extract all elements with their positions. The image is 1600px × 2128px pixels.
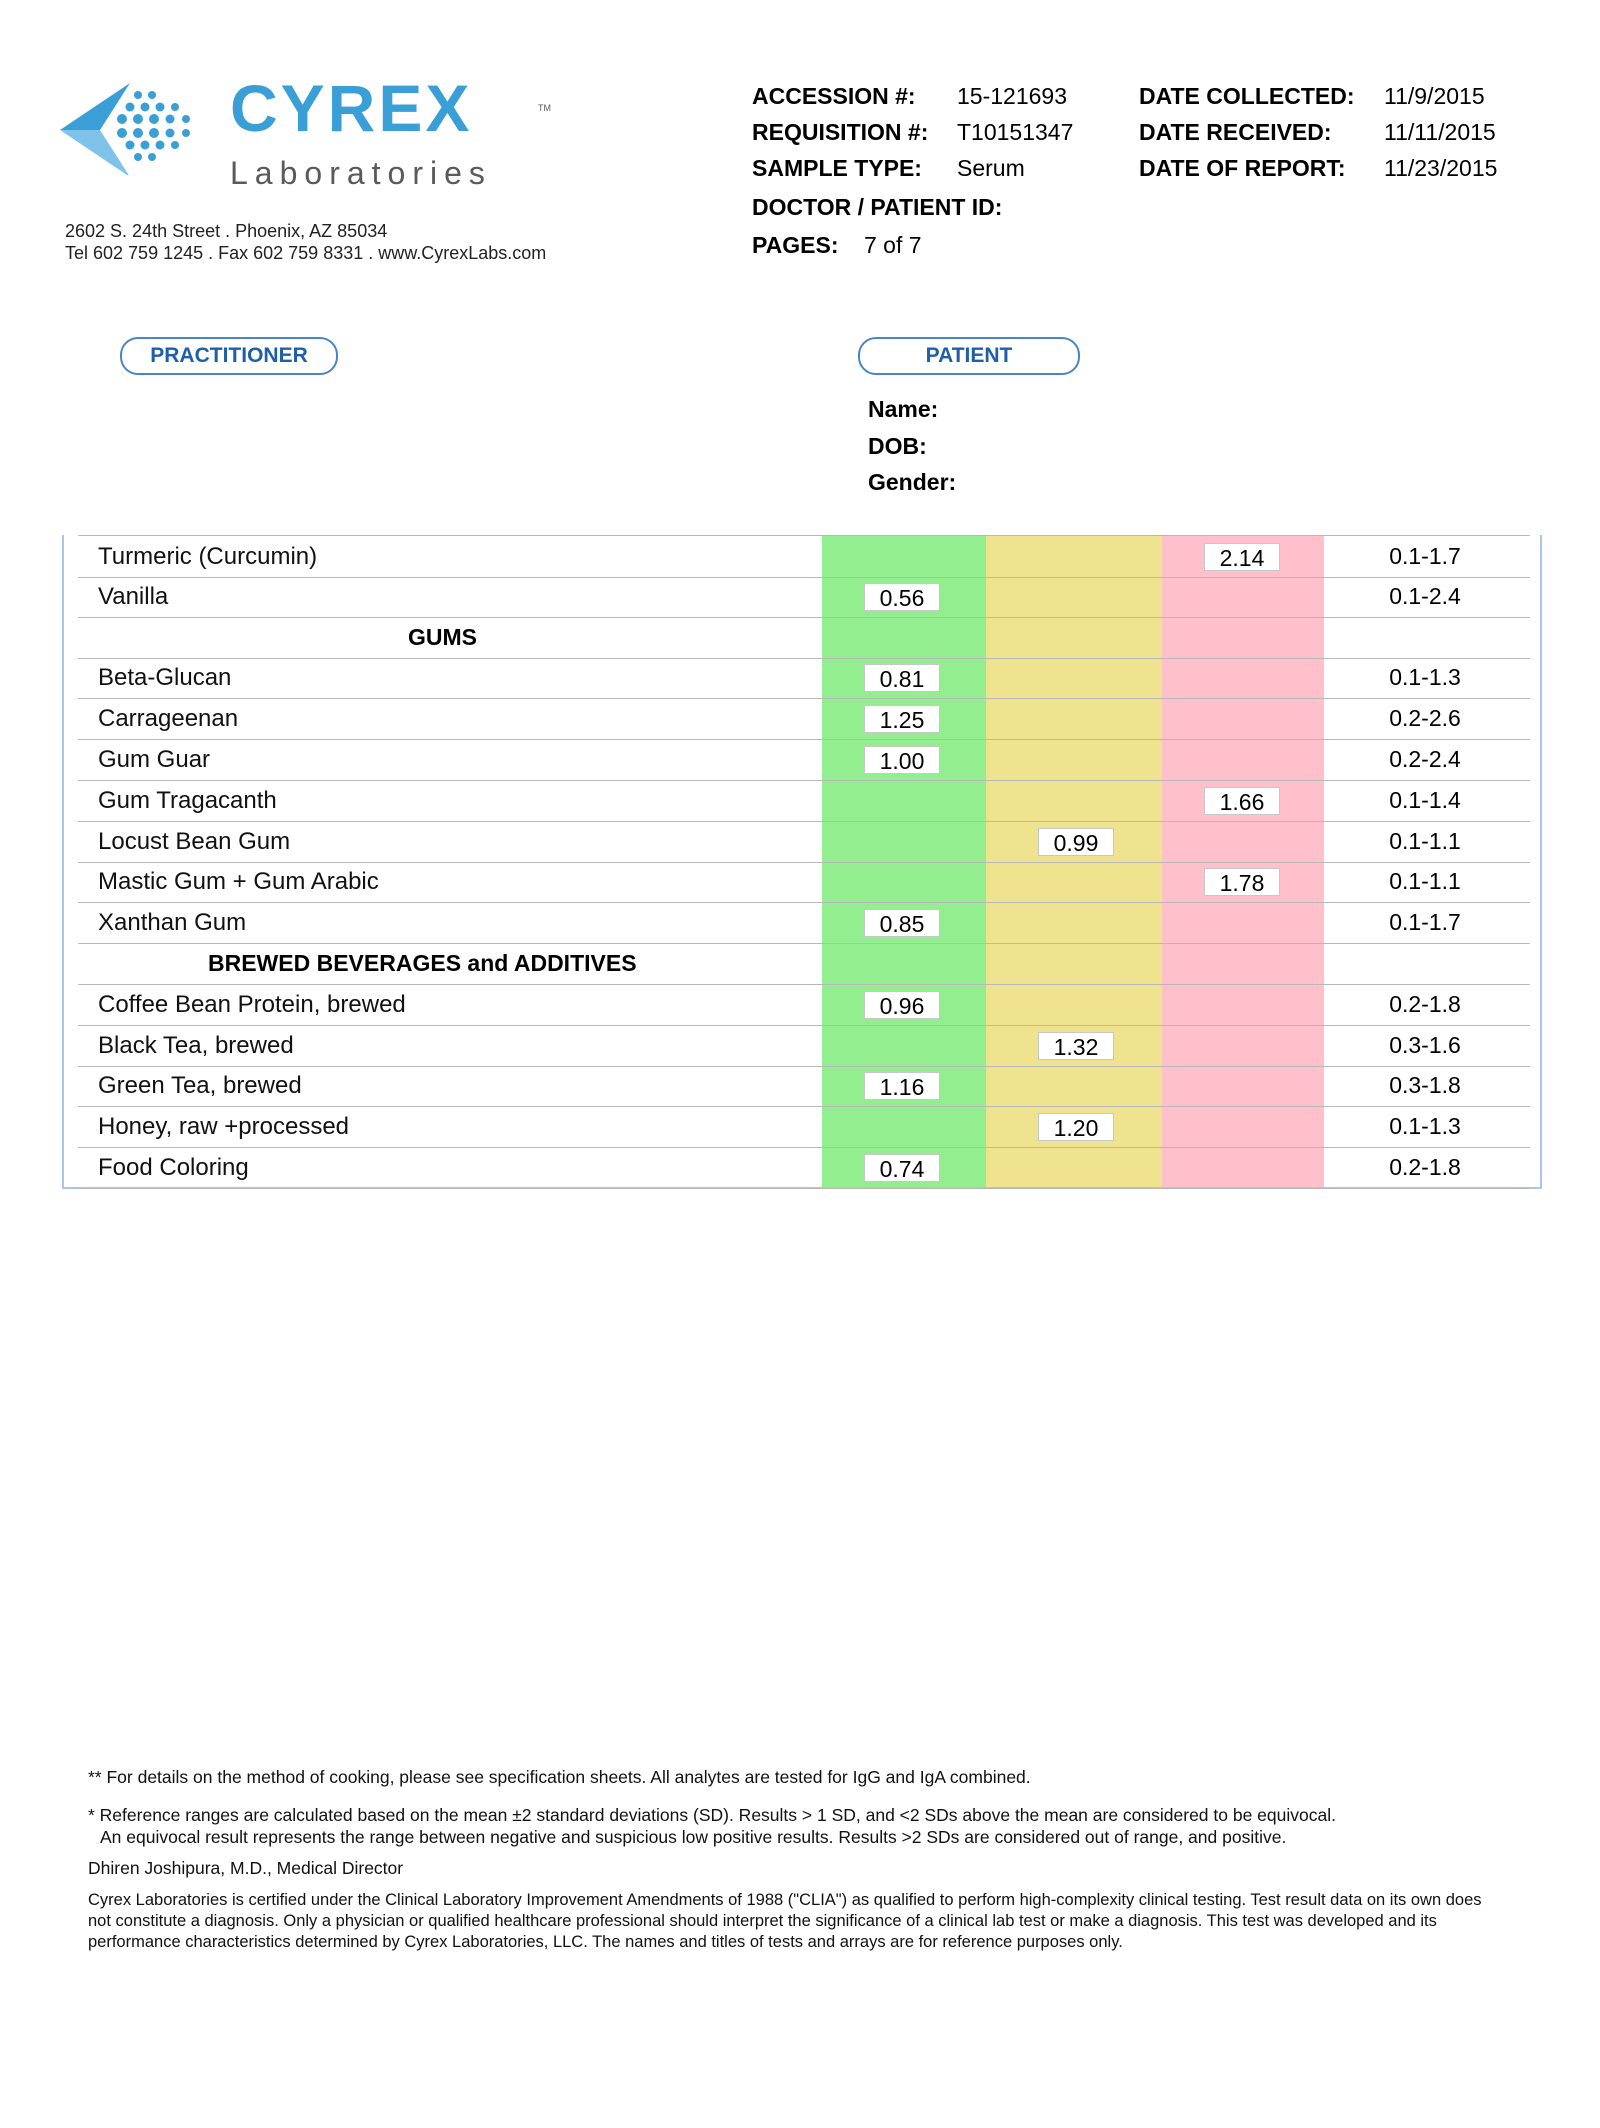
footnote-equivocal: An equivocal result represents the range between negative and suspicious low positive results. Results >2 SDs are considered out of range, and positive. — [100, 1827, 1287, 1847]
reference-range: 0.1-1.1 — [1389, 868, 1461, 895]
result-row — [78, 902, 1530, 944]
reference-range: 0.3-1.6 — [1389, 1031, 1461, 1058]
result-value-negative: 1.16 — [864, 1072, 940, 1100]
result-row — [78, 739, 1530, 781]
date-collected-label: DATE COLLECTED: — [1139, 83, 1355, 109]
patient-gender-label: Gender: — [868, 469, 957, 495]
footnote-reference-ranges: * Reference ranges are calculated based on the mean ±2 standard deviations (SD). Results > 1 SD, and <2 SDs above the mean are considered to be equivocal. — [88, 1805, 1336, 1825]
result-value-negative: 0.81 — [864, 664, 940, 692]
section-header-row — [78, 943, 1530, 985]
logo-wordmark: CYREX — [230, 71, 473, 145]
result-row — [78, 1147, 1530, 1189]
patient-badge: PATIENT — [858, 337, 1080, 375]
reference-range: 0.1-1.7 — [1389, 909, 1461, 936]
requisition-label: REQUISITION #: — [752, 119, 929, 145]
date-collected-value: 11/9/2015 — [1384, 83, 1485, 109]
date-of-report-field — [1139, 155, 1498, 181]
result-row — [78, 1106, 1530, 1148]
accession-field — [752, 83, 1067, 109]
company-contact: Tel 602 759 1245 . Fax 602 759 8331 . www.CyrexLabs.com — [65, 243, 547, 263]
analyte-name: Beta-Glucan — [98, 664, 232, 692]
result-value-negative: 0.85 — [864, 909, 940, 937]
practitioner-badge: PRACTITIONER — [120, 337, 338, 375]
result-value-negative: 0.56 — [864, 583, 940, 611]
sample-type-field — [752, 155, 1025, 181]
analyte-name: Vanilla — [98, 582, 169, 610]
date-of-report-value: 11/23/2015 — [1384, 155, 1498, 181]
result-row — [78, 535, 1530, 578]
result-row — [78, 780, 1530, 822]
reference-range: 0.2-2.4 — [1389, 746, 1461, 772]
doctor-patient-id-label: DOCTOR / PATIENT ID: — [752, 194, 1003, 220]
analyte-name: Food Coloring — [98, 1154, 249, 1181]
reference-range: 0.2-1.8 — [1389, 1154, 1461, 1180]
analyte-name: Carrageenan — [98, 705, 239, 733]
pages-label: PAGES: — [752, 232, 839, 258]
result-row — [78, 576, 1530, 618]
sample-type-label: SAMPLE TYPE: — [752, 155, 922, 181]
results-table — [62, 535, 1542, 1189]
accession-value: 15-121693 — [957, 83, 1067, 109]
section-header: GUMS — [408, 623, 477, 650]
analyte-name: Xanthan Gum — [98, 909, 247, 937]
pages-value: 7 of 7 — [864, 232, 922, 258]
section-header-row — [78, 617, 1530, 659]
sample-type-value: Serum — [957, 155, 1025, 181]
result-value-equivocal: 0.99 — [1038, 828, 1114, 856]
reference-range: 0.1-1.7 — [1389, 543, 1461, 569]
analyte-name: Coffee Bean Protein, brewed — [98, 990, 406, 1018]
date-collected-field — [1139, 83, 1485, 109]
footnote-cooking: ** For details on the method of cooking, please see specification sheets. All analytes are tested for IgG and IgA combined. — [88, 1767, 1031, 1787]
accession-label: ACCESSION #: — [752, 83, 916, 109]
result-value-positive: 1.66 — [1204, 787, 1280, 815]
result-row — [78, 861, 1530, 903]
doctor-patient-id-field — [752, 196, 1002, 219]
analyte-name: Green Tea, brewed — [98, 1072, 302, 1100]
analyte-name: Gum Guar — [98, 746, 211, 773]
result-value-negative: 0.74 — [864, 1154, 940, 1182]
result-row — [78, 657, 1530, 699]
reference-range: 0.1-2.4 — [1389, 582, 1461, 609]
result-value-negative: 1.00 — [864, 746, 940, 774]
result-value-negative: 1.25 — [864, 705, 940, 733]
result-value-equivocal: 1.32 — [1038, 1032, 1114, 1060]
company-address: 2602 S. 24th Street . Phoenix, AZ 85034 — [65, 221, 388, 241]
result-row — [78, 1065, 1530, 1107]
result-row — [78, 821, 1530, 863]
patient-dob-label: DOB: — [868, 433, 927, 459]
reference-range: 0.1-1.4 — [1389, 786, 1461, 813]
date-received-value: 11/11/2015 — [1384, 119, 1496, 145]
date-of-report-label: DATE OF REPORT: — [1139, 155, 1346, 181]
logo-arrow-icon — [60, 75, 220, 175]
reference-range: 0.1-1.3 — [1389, 664, 1461, 691]
pages-field — [752, 232, 922, 258]
logo-subtitle: Laboratories — [230, 155, 492, 191]
reference-range: 0.2-2.6 — [1389, 705, 1461, 732]
section-header: BREWED BEVERAGES and ADDITIVES — [208, 950, 637, 976]
analyte-name: Mastic Gum + Gum Arabic — [98, 868, 379, 896]
analyte-name: Locust Bean Gum — [98, 827, 291, 855]
result-row — [78, 1025, 1530, 1067]
clia-disclaimer: Cyrex Laboratories is certified under the Clinical Laboratory Improvement Amendments of 1988 ("CLIA") as qualified to perform high-complexity clinical testing. Test result data on its own does not constitute a diagnosis. Only a physician or qualified healthcare professional should interpret the significance of a clinical lab test or make a diagnosis. This test was developed and its performance characteristics determined by Cyrex Laboratories, LLC. The names and titles of tests and arrays are for reference purposes only. — [88, 1891, 1482, 1951]
analyte-name: Turmeric (Curcumin) — [98, 543, 318, 570]
result-row — [78, 984, 1530, 1026]
reference-range: 0.1-1.3 — [1389, 1113, 1461, 1140]
logo-trademark: TM — [538, 103, 551, 113]
date-received-field — [1139, 119, 1496, 145]
patient-name-label: Name: — [868, 396, 939, 422]
analyte-name: Honey, raw +processed — [98, 1113, 350, 1141]
analyte-name: Black Tea, brewed — [98, 1031, 294, 1059]
result-value-positive: 1.78 — [1204, 868, 1280, 896]
reference-range: 0.3-1.8 — [1389, 1072, 1461, 1099]
date-received-label: DATE RECEIVED: — [1139, 119, 1332, 145]
reference-range: 0.2-1.8 — [1389, 990, 1461, 1017]
result-value-positive: 2.14 — [1204, 543, 1280, 571]
analyte-name: Gum Tragacanth — [98, 786, 277, 814]
requisition-value: T10151347 — [957, 119, 1074, 145]
result-row — [78, 698, 1530, 740]
result-value-equivocal: 1.20 — [1038, 1113, 1114, 1141]
reference-range: 0.1-1.1 — [1389, 827, 1461, 854]
result-value-negative: 0.96 — [864, 991, 940, 1019]
medical-director: Dhiren Joshipura, M.D., Medical Director — [88, 1858, 404, 1878]
company-logo — [60, 71, 551, 195]
requisition-field — [752, 119, 1074, 145]
